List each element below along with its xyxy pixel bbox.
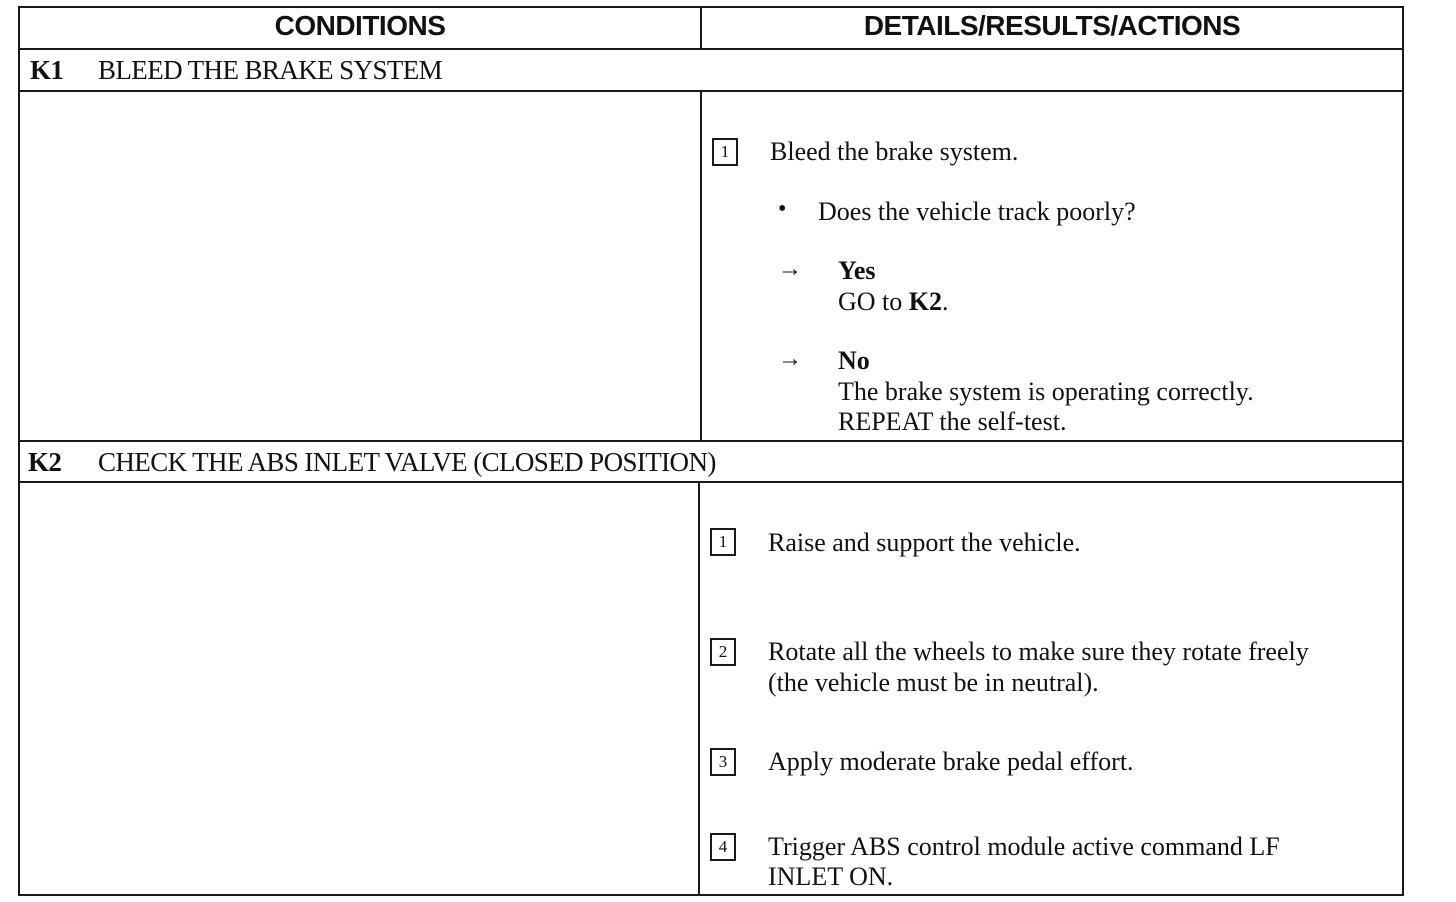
details-header: DETAILS/RESULTS/ACTIONS [863,10,1241,41]
no-line2: REPEAT the self-test. [838,407,1067,436]
header-rule [18,48,1404,50]
k2-step4-line2: INLET ON. [768,862,894,891]
step-number-box: 3 [710,748,736,776]
step-k2-title: CHECK THE ABS INLET VALVE (CLOSED POSITION) [98,447,716,477]
bullet-icon: • [778,196,787,222]
k2-title-rule [18,481,1404,483]
yes-action-ref: K2 [908,287,943,316]
no-line1: The brake system is operating correctly. [838,377,1254,406]
yes-label: Yes [838,256,876,285]
k1-step1-text: Bleed the brake system. [770,137,1019,166]
k2-step3-line1: Apply moderate brake pedal effort. [768,747,1134,776]
right-arrow-icon: → [778,256,802,282]
step-k1-title: BLEED THE BRAKE SYSTEM [98,55,443,85]
k1-question: Does the vehicle track poorly? [818,197,1136,226]
step-number-box: 4 [710,833,736,861]
yes-action [838,286,949,317]
k2-step2-line1: Rotate all the wheels to make sure they rotate freely [768,637,1309,666]
k2-step1-line1: Raise and support the vehicle. [768,528,1081,557]
step-code-k1: K1 [30,55,64,85]
k1-title-rule [18,90,1404,92]
step-k2-title-row [28,447,716,478]
right-arrow-icon: → [778,346,802,372]
step-code-k2: K2 [28,447,62,477]
step-number-box: 2 [710,638,736,666]
no-label: No [838,346,870,375]
k2-top-rule [18,440,1404,442]
yes-action-suffix: . [942,287,949,316]
conditions-header: CONDITIONS [274,10,446,41]
step-k1-title-row [30,55,442,86]
column-divider-k2 [698,481,700,896]
k2-step4-line1: Trigger ABS control module active command LF [768,832,1280,861]
step-number-box: 1 [712,138,738,166]
step-number-box: 1 [710,528,736,556]
yes-action-prefix: GO to [838,287,909,316]
k2-step2-line2: (the vehicle must be in neutral). [768,668,1099,697]
column-divider-k1 [700,90,702,442]
